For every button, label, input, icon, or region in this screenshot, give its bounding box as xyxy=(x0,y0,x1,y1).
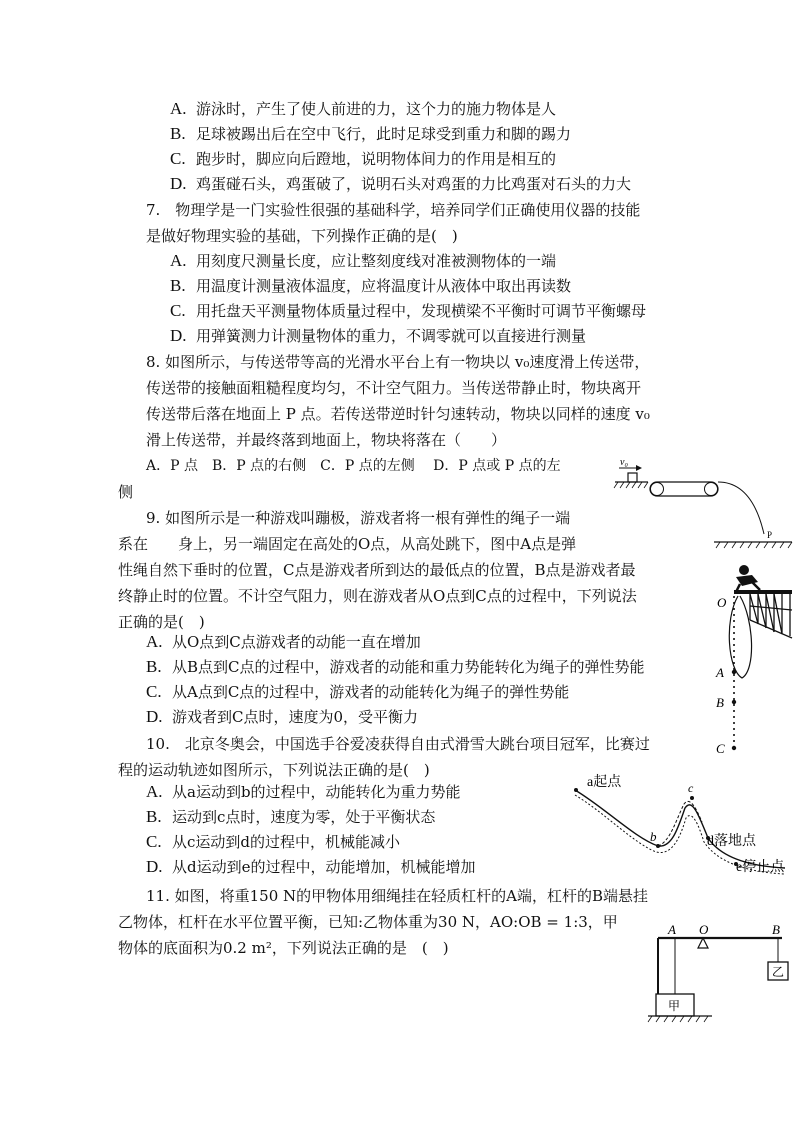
q8-stem-line2: 传送带的接触面粗糙程度均匀，不计空气阻力。当传送带静止时，物块离开 xyxy=(146,379,642,397)
trajectory xyxy=(718,482,764,534)
q9-stem-line5: 正确的是( ) xyxy=(118,613,205,631)
q7-stem-line2: 是做好物理实验的基础，下列操作正确的是( ) xyxy=(146,227,458,245)
q6-option-b: B. 足球被踢出后在空中飞行，此时足球受到重力和脚的踢力 xyxy=(170,124,572,143)
point-a-label: A xyxy=(716,665,724,680)
q9-stem-line2: 系在 身上，另一端固定在高处的O点，从高处跳下，图中A点是弹 xyxy=(118,535,577,553)
q7-option-c: C. 用托盘天平测量物体质量过程中，发现横梁不平衡时可调节平衡螺母 xyxy=(170,301,647,320)
q8-stem-line3: 传送带后落在地面上 P 点。若传送带逆时针匀速转动，物块以同样的速度 v₀ xyxy=(146,405,650,423)
lever-point-o-label: O xyxy=(699,922,709,937)
v0-label: v₀ xyxy=(620,457,628,468)
q8-stem-line4: 滑上传送带，并最终落到地面上，物块将落在（ ） xyxy=(146,431,507,449)
point-d-landing-label: d落地点 xyxy=(707,834,756,849)
q10-option-d: D. 从d运动到e的过程中，动能增加，机械能增加 xyxy=(146,857,476,876)
q10-stem-line1: 10. 北京冬奥会，中国选手谷爱凌获得自由式滑雪大跳台项目冠军，比赛过 xyxy=(146,735,650,753)
q9-option-d: D. 游戏者到C点时，速度为0，受平衡力 xyxy=(146,707,419,726)
p-label: P xyxy=(767,530,773,540)
point-b-label: b xyxy=(650,829,657,844)
jumper-icon xyxy=(736,565,760,592)
q6-option-c: C. 跑步时，脚应向后蹬地，说明物体间力的作用是相互的 xyxy=(170,149,557,168)
q6-option-d: D. 鸡蛋碰石头，鸡蛋破了，说明石头对鸡蛋的力比鸡蛋对石头的力大 xyxy=(170,174,632,193)
platform-truss xyxy=(750,594,792,638)
lever-figure xyxy=(640,918,794,1028)
q7-option-a: A. 用刻度尺测量长度，应让整刻度线对准被测物体的一端 xyxy=(170,251,557,270)
point-b-label: B xyxy=(716,695,724,710)
yi-label: 乙 xyxy=(772,965,785,979)
point-c-label: C xyxy=(716,741,725,756)
q10-stem-line2: 程的运动轨迹如图所示，下列说法正确的是( ) xyxy=(118,761,430,779)
track xyxy=(575,790,785,868)
fulcrum xyxy=(698,938,708,948)
q6-option-a: A. 游泳时，产生了使人前进的力，这个力的施力物体是人 xyxy=(170,99,557,118)
point-c-label: c xyxy=(688,781,694,795)
lever-point-b-label: B xyxy=(772,922,780,937)
conveyor-belt-figure xyxy=(612,452,794,552)
q10-option-b: B. 运动到c点时，速度为零，处于平衡状态 xyxy=(146,807,436,826)
q9-option-b: B. 从B点到C点的过程中，游戏者的动能和重力势能转化为绳子的弹性势能 xyxy=(146,657,645,676)
lever-point-a-label: A xyxy=(668,922,676,937)
q8-options: A．P 点 B．P 点的右侧 C．P 点的左侧 D．P 点或 P 点的左 xyxy=(146,458,561,474)
q9-option-a: A. 从O点到C点游戏者的动能一直在增加 xyxy=(146,632,421,651)
q11-stem-line2: 乙物体，杠杆在水平位置平衡，已知:乙物体重为30 N，AO:OB = 1:3，甲 xyxy=(118,913,618,931)
q10-option-c: C. 从c运动到d的过程中，机械能减小 xyxy=(146,832,401,851)
block xyxy=(628,473,637,482)
q9-stem-line3: 性绳自然下垂时的位置，C点是游戏者所到达的最低点的位置，B点是游戏者最 xyxy=(118,561,636,579)
belt xyxy=(650,482,718,496)
point-e-stop-label: e停止点 xyxy=(736,860,785,875)
bungee-figure xyxy=(714,560,794,760)
q9-stem-line4: 终静止时的位置。不计空气阻力，则在游戏者从O点到C点的过程中，下列说法 xyxy=(118,587,637,605)
ski-track-figure xyxy=(570,768,792,878)
q8-options-wrap: 侧 xyxy=(118,483,134,501)
q10-option-a: A. 从a运动到b的过程中，动能转化为重力势能 xyxy=(146,782,461,801)
q9-stem-line1: 9. 如图所示是一种游戏叫蹦极，游戏者将一根有弹性的绳子一端 xyxy=(146,509,571,527)
q8-stem-line1: 8. 如图所示，与传送带等高的光滑水平台上有一物块以 v₀速度滑上传送带， xyxy=(146,353,650,371)
jia-label: 甲 xyxy=(668,999,681,1013)
q7-option-b: B. 用温度计测量液体温度，应将温度计从液体中取出再读数 xyxy=(170,276,572,295)
point-o-label: O xyxy=(717,595,727,610)
q11-stem-line3: 物体的底面积为0.2 m²，下列说法正确的是 ( ) xyxy=(118,939,449,957)
bungee-rope xyxy=(729,596,751,678)
q11-stem-line1: 11. 如图，将重150 N的甲物体用细绳挂在轻质杠杆的A端，杠杆的B端悬挂 xyxy=(146,887,649,905)
q9-option-c: C. 从A点到C点的过程中，游戏者的动能转化为绳子的弹性势能 xyxy=(146,682,570,701)
q7-stem-line1: 7. 物理学是一门实验性很强的基础科学，培养同学们正确使用仪器的技能 xyxy=(146,201,641,219)
point-a-start-label: a起点 xyxy=(587,775,622,790)
q7-option-d: D. 用弹簧测力计测量物体的重力，不调零就可以直接进行测量 xyxy=(170,326,587,345)
